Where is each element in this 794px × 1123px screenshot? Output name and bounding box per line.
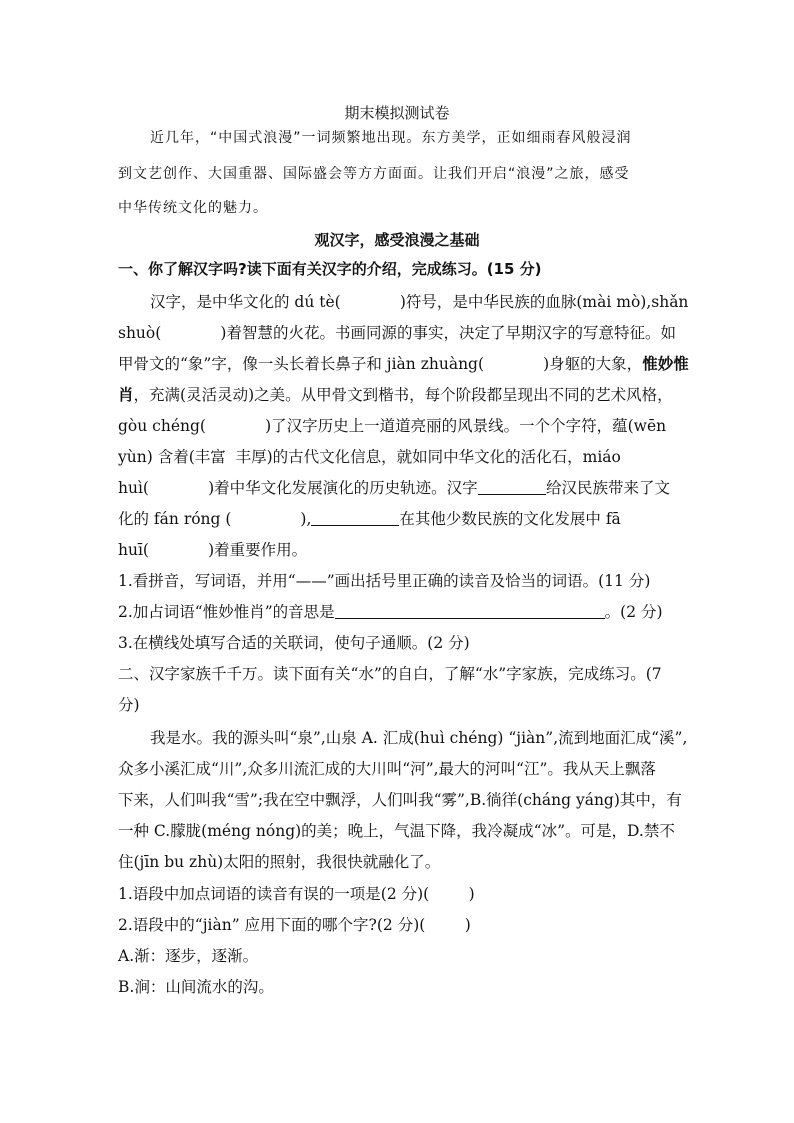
intro-line-2: 到文艺创作、大国重器、国际盛会等方方面面。让我们开启“浪漫”之旅，感受 [118,166,630,182]
question-1-1: 1.看拼音，写词语，并用“——”画出括号里正确的读音及恰当的词语。(11 分) [118,572,651,590]
section2-paragraph-line: 众多小溪汇成“川”,众多川流汇成的大川叫“河”,最大的河叫“江”。我从天上飘落 [118,760,656,778]
option-b: B.涧：山间流水的沟。 [118,978,274,996]
question-1-3: 3.在横线处填写合适的关联词，使句子通顺。(2 分) [118,634,470,652]
section2-paragraph-line: 下来，人们叫我“雪”;我在空中飘浮，人们叫我“雾”,B.徜徉(cháng yáng)其中，有 [118,791,682,809]
intro-line-1: 近几年，“中国式浪漫”一词频繁地出现。东方美学，正如细雨春风般浸润 [150,130,632,146]
section2-paragraph-line: 我是水。我的源头叫“泉”,山泉 A. 汇成(huì chéng) “jiàn”,流到地面汇成“溪”, [150,729,688,747]
section-subtitle: 观汉字，感受浪漫之基础 [314,231,480,249]
answer-blank[interactable] [311,509,399,526]
section1-paragraph-line: huī( )着重要作用。 [118,541,308,559]
section2-heading: 二、汉字家族千千万。读下面有关“水”的自白，了解“水”字家族，完成练习。(7 [118,665,662,683]
question-2-1: 1.语段中加点词语的读音有误的一项是(2 分)( ) [118,885,475,903]
section1-paragraph-line: 甲骨文的“象”字，像一头长着长鼻子和 jiàn zhuàng( )身躯的大象， 惟妙惟 [118,355,689,373]
section2-paragraph-line: 住(jīn bu zhù)太阳的照射，我很快就融化了。 [118,853,441,871]
section2-heading-cont: 分) [118,696,140,714]
option-a: A.渐：逐步，逐渐。 [118,947,259,965]
emphasized-word: 肖 [118,386,134,404]
section1-paragraph-line: gòu chéng( )了汉字历史上一道道亮丽的风景线。一个个字符，蕴(wēn [118,417,667,435]
question-1-2: 2.加占词语“惟妙惟肖”的音思是 。(2 分) [118,603,663,621]
answer-blank[interactable] [478,478,546,495]
page-title: 期末模拟测试卷 [344,104,450,122]
section1-paragraph-line: huì( )着中华文化发展演化的历史轨迹。汉字 给汉民族带来了文 [118,479,670,497]
section1-paragraph-line: shuò( )着智慧的火花。书画同源的事实，决定了早期汉字的写意特征。如 [118,324,676,342]
intro-line-3: 中华传统文化的魅力。 [118,200,268,216]
question-2-2: 2.语段中的“jiàn” 应用下面的哪个字?(2 分)( ) [118,916,471,934]
section1-paragraph-line: 化的 fán róng ( ), 在其他少数民族的文化发展中 fā [118,510,621,528]
section1-paragraph-line: 肖 ，充满(灵活灵动)之美。从甲骨文到楷书，每个阶段都呈现出不同的艺术风格， [118,386,673,404]
section1-heading: 一、你了解汉字吗?读下面有关汉字的介绍，完成练习。(15 分) [118,260,542,278]
section2-paragraph-line: 一种 C.朦胧(méng nóng)的美；晚上，气温下降，我冷凝成“冰”。可是，D.禁不 [118,822,675,840]
section1-paragraph-line: yùn) 含着(丰富 丰厚)的古代文化信息，就如同中华文化的活化石，miáo [118,448,621,466]
section1-paragraph-line: 汉字，是中华文化的 dú tè( )符号，是中华民族的血脉(mài mò),shǎn [150,293,689,311]
emphasized-word: 惟妙惟 [642,355,689,373]
answer-blank[interactable] [335,602,605,619]
